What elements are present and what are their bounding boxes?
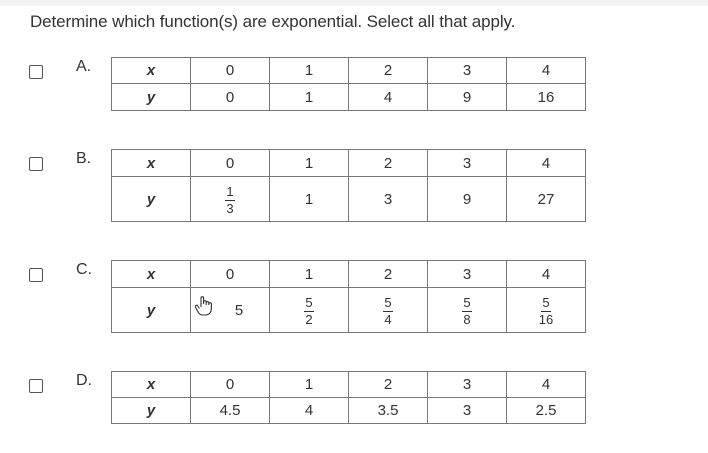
table-row-x	[112, 58, 586, 84]
option-c-table	[111, 260, 586, 333]
option-d-letter: D.	[76, 372, 92, 389]
table-row-y	[112, 398, 586, 424]
option-c-letter: C.	[76, 261, 92, 278]
x-cell: 0	[191, 372, 270, 398]
fraction	[383, 296, 392, 326]
x-cell: 3	[428, 58, 507, 84]
fraction	[539, 296, 553, 326]
option-d-table	[111, 371, 586, 424]
x-cell: 4	[507, 261, 586, 288]
table-row-x	[112, 372, 586, 398]
x-cell: 2	[349, 261, 428, 288]
x-cell: 2	[349, 372, 428, 398]
y-cell: 3.5	[349, 398, 428, 424]
top-bar	[0, 0, 708, 6]
y-cell	[191, 177, 270, 222]
y-cell: 9	[428, 177, 507, 222]
y-cell: 4	[349, 84, 428, 111]
x-cell: 0	[191, 58, 270, 84]
y-header: y	[112, 84, 191, 111]
option-a-letter: A.	[76, 58, 92, 75]
option-a-table	[111, 57, 586, 111]
y-cell: 3	[428, 398, 507, 424]
y-cell: 1	[270, 84, 349, 111]
x-cell: 3	[428, 372, 507, 398]
x-cell: 3	[428, 261, 507, 288]
x-header: x	[112, 150, 191, 177]
x-cell: 1	[270, 261, 349, 288]
y-cell	[507, 288, 586, 333]
y-header: y	[112, 398, 191, 424]
option-b-table	[111, 149, 586, 222]
y-cell: 2.5	[507, 398, 586, 424]
x-header: x	[112, 58, 191, 84]
x-cell: 1	[270, 58, 349, 84]
y-cell: 4	[270, 398, 349, 424]
x-cell: 4	[507, 150, 586, 177]
table-row-y	[112, 177, 586, 222]
y-cell: 3	[349, 177, 428, 222]
fraction-denominator: 8	[463, 312, 471, 327]
option-c-checkbox[interactable]	[29, 268, 43, 282]
y-cell	[349, 288, 428, 333]
fraction-denominator: 16	[538, 312, 554, 327]
fraction	[304, 296, 313, 326]
option-b-checkbox[interactable]	[29, 157, 43, 171]
fraction-numerator: 5	[384, 295, 392, 310]
x-cell: 4	[507, 372, 586, 398]
fraction	[225, 185, 234, 215]
x-cell: 2	[349, 150, 428, 177]
table-row-y	[112, 288, 586, 333]
fraction-numerator: 5	[305, 295, 313, 310]
y-cell: 27	[507, 177, 586, 222]
table-row-y	[112, 84, 586, 111]
x-cell: 2	[349, 58, 428, 84]
fraction-denominator: 2	[305, 312, 313, 327]
fraction	[462, 296, 471, 326]
y-cell: 16	[507, 84, 586, 111]
fraction-numerator: 5	[463, 295, 471, 310]
y-header: y	[112, 288, 191, 333]
y-header: y	[112, 177, 191, 222]
x-cell: 1	[270, 372, 349, 398]
y-cell: 9	[428, 84, 507, 111]
y-cell: 5	[191, 288, 270, 333]
option-b-letter: B.	[76, 150, 92, 167]
y-cell	[428, 288, 507, 333]
fraction-denominator: 3	[226, 201, 234, 216]
x-cell: 4	[507, 58, 586, 84]
hand-pointer-icon	[195, 296, 213, 321]
x-cell: 3	[428, 150, 507, 177]
y-cell: 1	[270, 177, 349, 222]
y-cell: 0	[191, 84, 270, 111]
option-d-checkbox[interactable]	[29, 379, 43, 393]
x-header: x	[112, 261, 191, 288]
option-a-checkbox[interactable]	[29, 65, 43, 79]
fraction-numerator: 5	[542, 295, 550, 310]
y-cell: 4.5	[191, 398, 270, 424]
table-row-x	[112, 261, 586, 288]
fraction-denominator: 4	[384, 312, 392, 327]
x-cell: 1	[270, 150, 349, 177]
x-cell: 0	[191, 150, 270, 177]
y-cell	[270, 288, 349, 333]
table-row-x	[112, 150, 586, 177]
x-cell: 0	[191, 261, 270, 288]
fraction-numerator: 1	[226, 184, 234, 199]
question-prompt: Determine which function(s) are exponential. Select all that apply.	[30, 12, 516, 31]
x-header: x	[112, 372, 191, 398]
